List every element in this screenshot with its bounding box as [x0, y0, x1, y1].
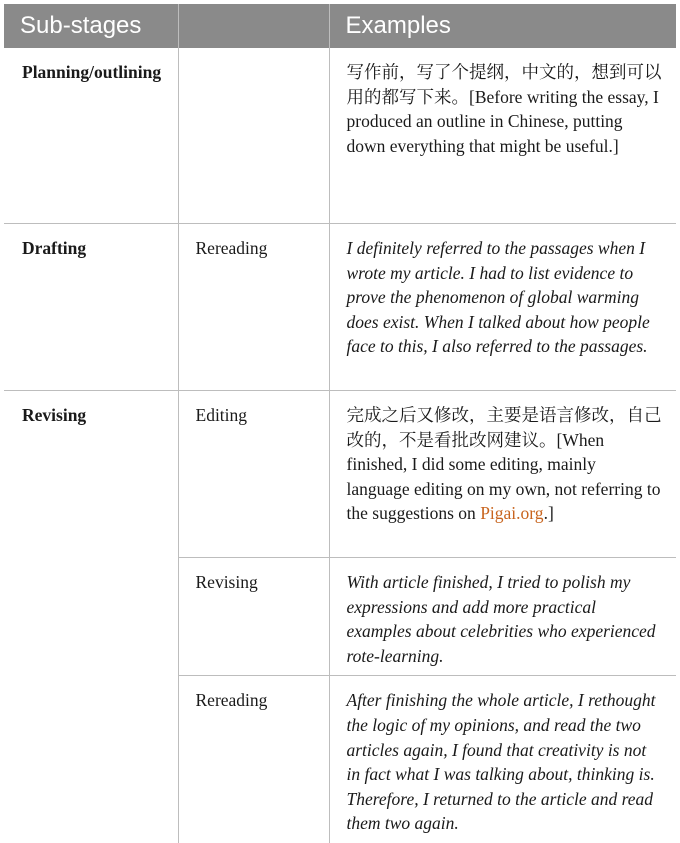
- example-text-end: .]: [543, 503, 554, 524]
- pigai-link[interactable]: Pigai.org: [480, 503, 544, 524]
- example-cell: After finishing the whole article, I rethought the logic of my opinions, and read the two articles again, I found that creativity is not in fact what I was talking about, thinking is. Therefore, I returned to the article and read them two again.: [346, 690, 656, 834]
- header-substages: Sub-stages: [4, 4, 178, 48]
- example-cell: With article finished, I tried to polish my expressions and add more practical examples about celebrities who experienced rote-learning.: [329, 558, 676, 676]
- table-row: [4, 391, 676, 558]
- table-row: [4, 224, 676, 391]
- substage-cell: Rereading: [178, 224, 329, 391]
- example-text: 完成之后又修改，主要是语言修改，自己改的，不是看批改网建议。[When finished, I did some editing, mainly language editing on my own, not referring to the suggestions on: [346, 405, 662, 524]
- substage-cell: Rereading: [178, 676, 329, 843]
- table-row: [4, 48, 676, 224]
- table-header-row: [4, 4, 676, 48]
- substages-table: [4, 4, 676, 843]
- writing-process-table: [4, 4, 676, 843]
- header-examples: Examples: [329, 4, 676, 48]
- substage-cell: Revising: [178, 558, 329, 676]
- example-cell: I definitely referred to the passages when I wrote my article. I had to list evidence to prove the phenomenon of global warming does exist. When I talked about how people face to this, I also referred to the passages.: [329, 224, 676, 391]
- stage-cell: Planning/outlining: [4, 48, 178, 224]
- stage-cell: Drafting: [4, 224, 178, 391]
- header-blank: [178, 4, 329, 48]
- example-cell: 写作前，写了个提纲，中文的，想到可以用的都写下来。[Before writing the essay, I produced an outline in Chinese, putting down everything that might be useful.]: [329, 48, 676, 224]
- stage-cell: Revising: [4, 391, 178, 843]
- example-cell: [329, 391, 676, 558]
- substage-cell: [178, 48, 329, 224]
- substage-cell: Editing: [178, 391, 329, 558]
